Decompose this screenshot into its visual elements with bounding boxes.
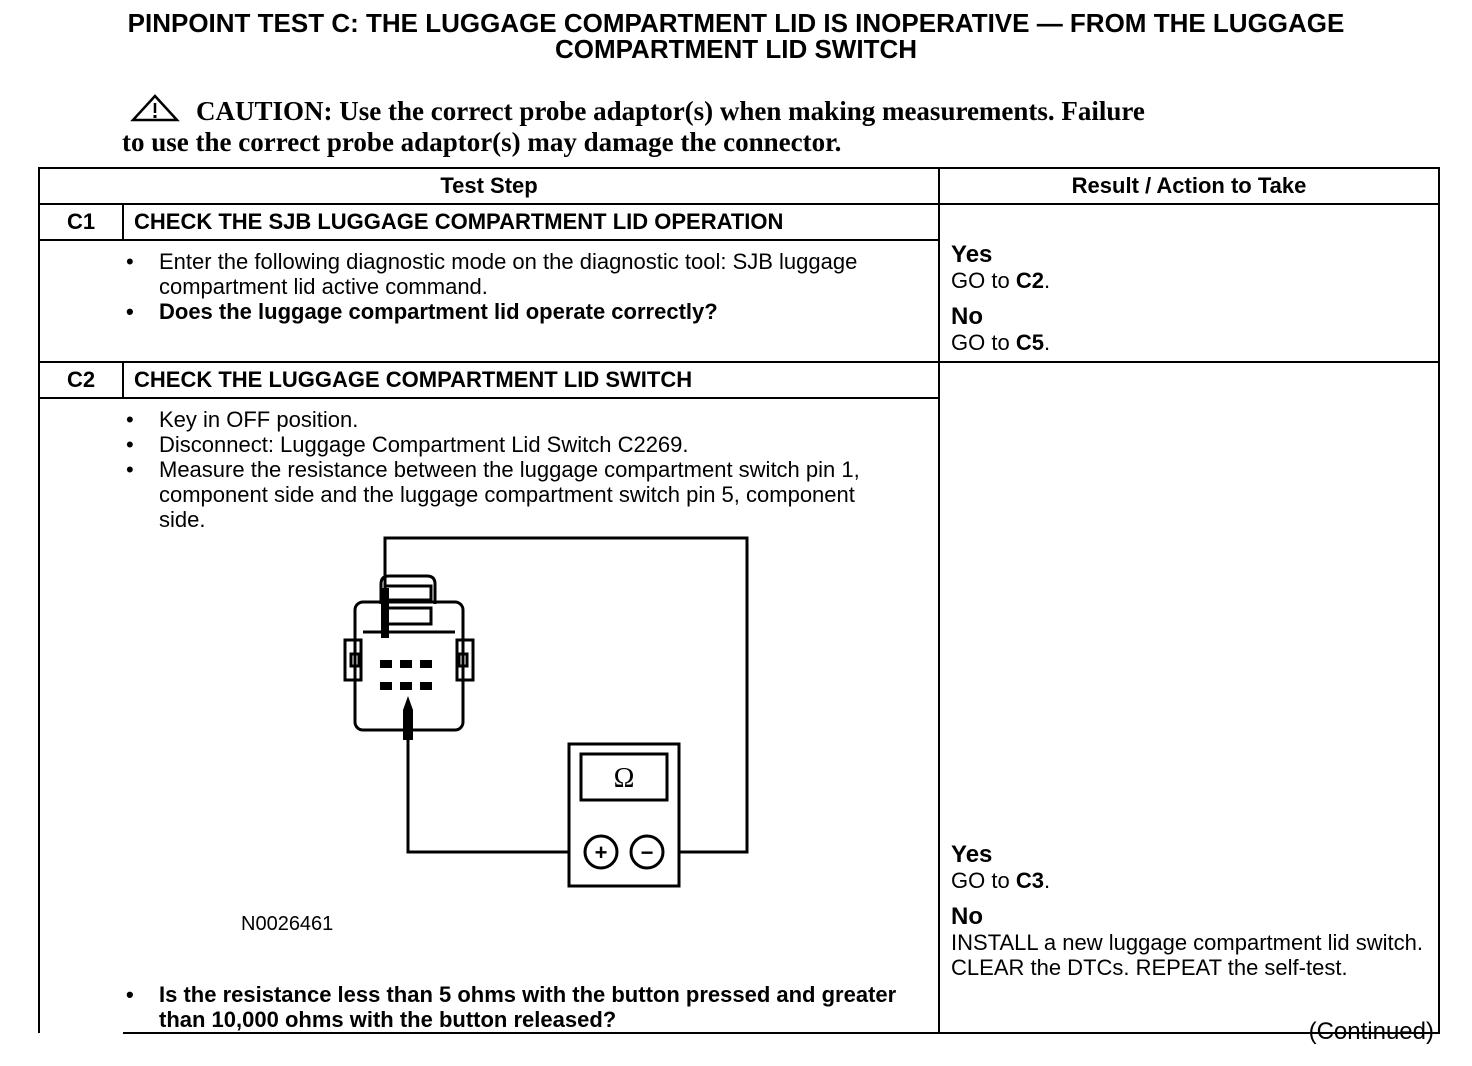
caution-line-2: to use the correct probe adaptor(s) may damage the connector.: [122, 127, 842, 157]
result-c1-yes-action: GO to C2.: [951, 268, 1051, 293]
goto-c2-link[interactable]: C2: [1015, 268, 1044, 293]
caution-note: [122, 94, 1322, 158]
probe-pin-5: [403, 696, 413, 740]
minus-terminal: −: [640, 840, 654, 865]
result-c1-no-action: GO to C5.: [951, 330, 1051, 355]
result-c1-yes-label: Yes: [951, 241, 993, 268]
caution-line-1: CAUTION: Use the correct probe adaptor(s) when making measurements. Failure: [196, 96, 1145, 126]
header-test-step: Test Step: [39, 168, 939, 204]
step-c2-id-blank: [39, 398, 123, 1033]
step-id-c1: C1: [39, 204, 123, 240]
result-c2-yes-action: GO to C3.: [951, 868, 1051, 893]
step-title-c2: CHECK THE LUGGAGE COMPARTMENT LID SWITCH: [123, 362, 939, 398]
connector-pins: [380, 660, 432, 690]
step-c1-title-row: [39, 204, 1439, 240]
document-title: [0, 10, 1472, 62]
ohmmeter-icon: [569, 744, 679, 886]
result-c2-yes-label: Yes: [951, 841, 993, 868]
continued-label: (Continued): [1308, 1018, 1434, 1045]
title-line-2: COMPARTMENT LID SWITCH: [554, 34, 918, 64]
warning-triangle-icon: [130, 94, 180, 122]
step-c2-bullet-3: • Measure the resistance between the luggage compartment switch pin 1, component side and the luggage compartment switch pin 5, component side.: [159, 457, 888, 532]
step-c2-question: • Is the resistance less than 5 ohms with the button pressed and greater than 10,000 ohms with the button released?: [159, 982, 908, 1032]
figure-id: N0026461: [241, 913, 334, 935]
table-header-row: [39, 168, 1439, 204]
step-id-c2: C2: [39, 362, 123, 398]
goto-c3-link[interactable]: C3: [1015, 868, 1044, 893]
meter-leads: [385, 538, 747, 852]
result-c2-no-action: INSTALL a new luggage compartment lid switch. CLEAR the DTCs. REPEAT the self-test.: [951, 930, 1424, 980]
connector-ohmmeter-diagram: [123, 532, 939, 912]
step-c2-bullet-2: • Disconnect: Luggage Compartment Lid Switch C2269.: [159, 432, 888, 457]
step-c1-bullet-1: • Enter the following diagnostic mode on the diagnostic tool: SJB luggage compartment lid active command.: [159, 249, 898, 299]
goto-c5-link[interactable]: C5: [1015, 330, 1044, 355]
probe-pin-1: [381, 588, 389, 638]
result-c2: [939, 362, 1439, 1033]
result-c1-no-label: No: [951, 303, 984, 330]
step-c2-body: [123, 398, 939, 1033]
result-c2-no-label: No: [951, 903, 984, 930]
step-c1-question: • Does the luggage compartment lid operate correctly?: [159, 299, 898, 324]
header-result-action: Result / Action to Take: [939, 168, 1439, 204]
measurement-diagram: [123, 532, 939, 982]
step-c1-body: [123, 240, 939, 362]
step-c2-bullet-1: • Key in OFF position.: [159, 407, 888, 432]
pinpoint-test-table: [38, 167, 1440, 1034]
plus-terminal: +: [594, 840, 608, 865]
step-c2-title-row: [39, 362, 1439, 398]
result-c1: [939, 204, 1439, 362]
step-c1-id-blank: [39, 240, 123, 362]
step-title-c1: CHECK THE SJB LUGGAGE COMPARTMENT LID OPERATION: [123, 204, 939, 240]
ohm-symbol: Ω: [613, 763, 635, 794]
title-line-1: PINPOINT TEST C: THE LUGGAGE COMPARTMENT LID IS INOPERATIVE — FROM THE LUGGAGE: [127, 8, 1345, 38]
